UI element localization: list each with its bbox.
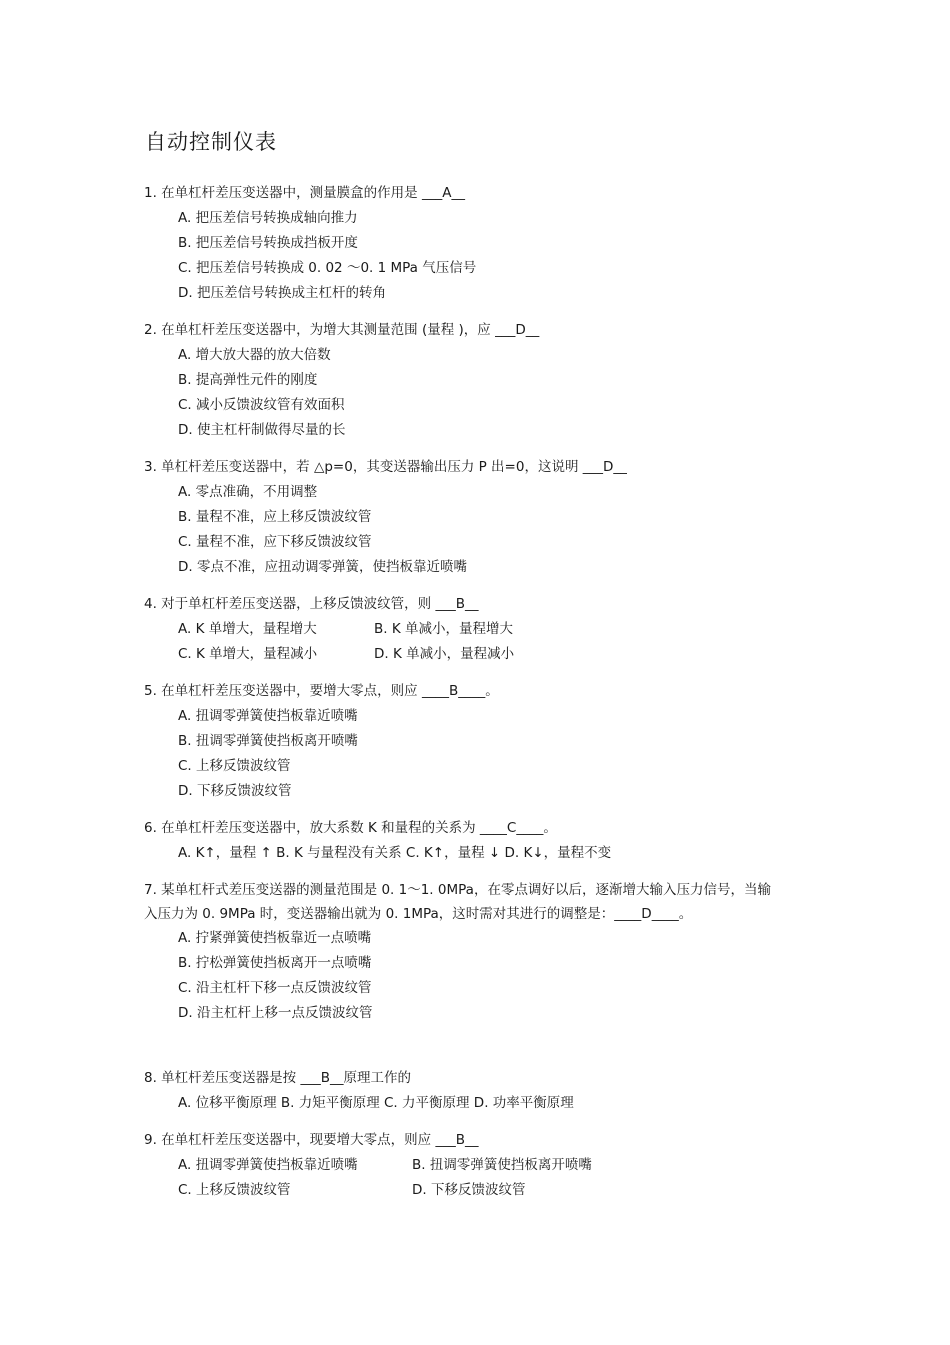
option-d: D. 把压差信号转换成主杠杆的转角 (178, 285, 386, 301)
option-b: B. 扭调零弹簧使挡板离开喷嘴 (412, 1157, 592, 1173)
question-4 (144, 592, 784, 667)
option-c: C. 上移反馈波纹管 (178, 1182, 291, 1198)
option-a: A. 零点准确，不用调整 (178, 484, 318, 500)
option-line: A. K↑，量程 ↑ B. K 与量程没有关系 C. K↑，量程 ↓ D. K↓，量程不变 (178, 845, 612, 861)
question-8 (144, 1066, 784, 1116)
question-7 (144, 879, 784, 1026)
question-stem: 4. 对于单杠杆差压变送器，上移反馈波纹管，则 ___B__ (144, 596, 479, 612)
option-c: C. 上移反馈波纹管 (178, 758, 291, 774)
question-1 (144, 181, 784, 306)
option-a: A. 扭调零弹簧使挡板靠近喷嘴 (178, 1157, 358, 1173)
question-stem: 7. 某单杠杆式差压变送器的测量范围是 0. 1～1. 0MPa，在零点调好以后，逐渐增大输入压力信号，当输入压力为 0. 9MPa 时，变送器输出就为 0. 1MPa，这时需对其进行的调整是：____D____。 (144, 882, 771, 922)
option-b: B. 拧松弹簧使挡板离开一点喷嘴 (178, 955, 372, 971)
option-a: A. K 单增大，量程增大 (178, 621, 317, 637)
page-title: 自动控制仪表 (145, 130, 277, 154)
option-d: D. 下移反馈波纹管 (178, 783, 292, 799)
question-stem: 3. 单杠杆差压变送器中，若 △p=0，其变送器输出压力 P 出=0，这说明 ___D__ (144, 459, 627, 475)
question-stem: 2. 在单杠杆差压变送器中，为增大其测量范围 (量程 )，应 ___D__ (144, 322, 540, 338)
option-d: D. 沿主杠杆上移一点反馈波纹管 (178, 1005, 373, 1021)
question-stem: 6. 在单杠杆差压变送器中，放大系数 K 和量程的关系为 ____C____。 (144, 820, 557, 836)
question-5 (144, 679, 784, 804)
option-c: C. 沿主杠杆下移一点反馈波纹管 (178, 980, 372, 996)
option-row (178, 1153, 784, 1178)
option-d: D. K 单减小，量程减小 (374, 646, 515, 662)
question-stem: 9. 在单杠杆差压变送器中，现要增大零点，则应 ___B__ (144, 1132, 479, 1148)
option-a: A. 扭调零弹簧使挡板靠近喷嘴 (178, 708, 358, 724)
option-d: D. 下移反馈波纹管 (412, 1182, 526, 1198)
option-row (178, 617, 784, 642)
question-3 (144, 455, 784, 580)
option-row (178, 1178, 784, 1203)
question-6 (144, 816, 784, 866)
option-b: B. K 单减小，量程增大 (374, 621, 513, 637)
question-stem: 5. 在单杠杆差压变送器中，要增大零点，则应 ____B____。 (144, 683, 499, 699)
option-b: B. 量程不准，应上移反馈波纹管 (178, 509, 372, 525)
option-a: A. 把压差信号转换成轴向推力 (178, 210, 358, 226)
question-stem: 8. 单杠杆差压变送器是按 ___B__原理工作的 (144, 1070, 411, 1086)
option-b: B. 扭调零弹簧使挡板离开喷嘴 (178, 733, 358, 749)
option-row (178, 642, 784, 667)
option-c: C. 减小反馈波纹管有效面积 (178, 397, 345, 413)
option-b: B. 把压差信号转换成挡板开度 (178, 235, 358, 251)
question-9 (144, 1128, 784, 1203)
option-line: A. 位移平衡原理 B. 力矩平衡原理 C. 力平衡原理 D. 功率平衡原理 (178, 1095, 574, 1111)
option-c: C. 把压差信号转换成 0. 02 ～0. 1 MPa 气压信号 (178, 260, 477, 276)
option-c: C. 量程不准，应下移反馈波纹管 (178, 534, 372, 550)
option-d: D. 零点不准，应扭动调零弹簧，使挡板靠近喷嘴 (178, 559, 467, 575)
option-a: A. 拧紧弹簧使挡板靠近一点喷嘴 (178, 930, 372, 946)
option-b: B. 提高弹性元件的刚度 (178, 372, 318, 388)
option-c: C. K 单增大，量程减小 (178, 646, 318, 662)
option-a: A. 增大放大器的放大倍数 (178, 347, 331, 363)
option-d: D. 使主杠杆制做得尽量的长 (178, 422, 346, 438)
question-stem: 1. 在单杠杆差压变送器中，测量膜盒的作用是 ___A__ (144, 185, 465, 201)
question-2 (144, 318, 784, 443)
